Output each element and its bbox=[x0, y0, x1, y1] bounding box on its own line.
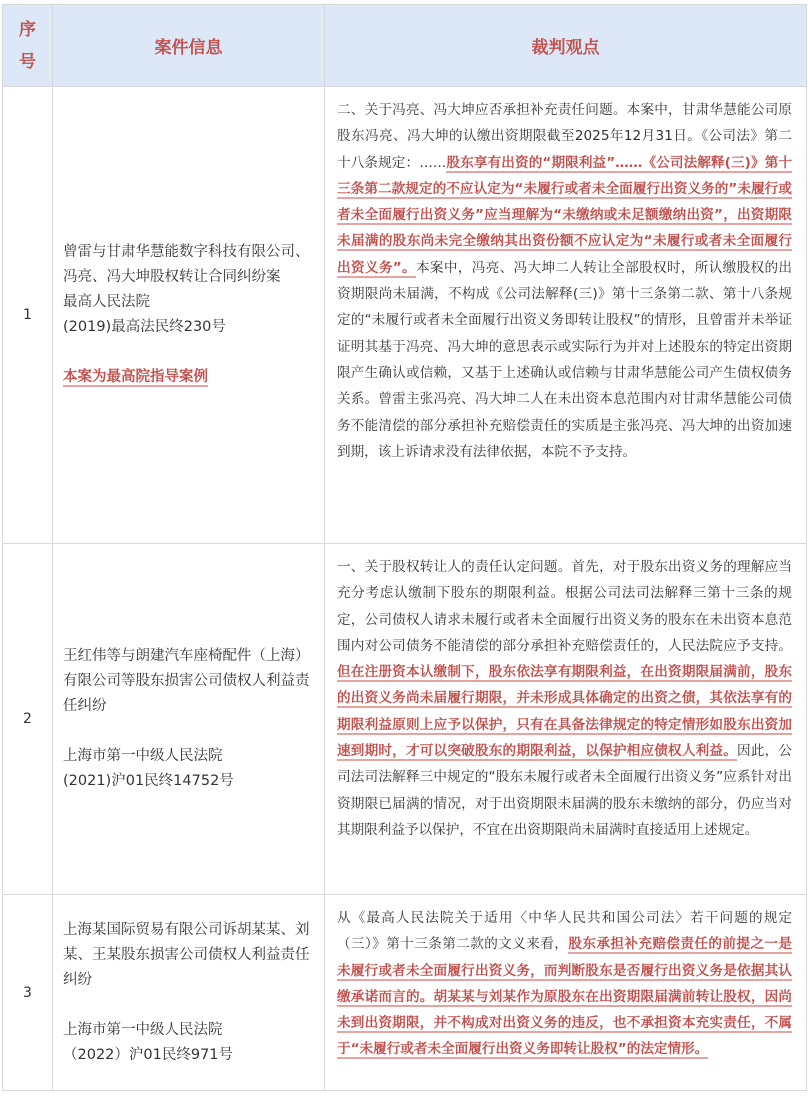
table-header-row bbox=[3, 5, 807, 87]
case-name: 曾雷与甘肃华慧能数字科技有限公司、冯亮、冯大坤股权转让合同纠纷案 bbox=[63, 244, 310, 285]
case-number: (2021)沪01民终14752号 bbox=[63, 773, 234, 789]
case-number: （2022）沪01民终971号 bbox=[63, 1046, 234, 1063]
header-judgment-view: 裁判观点 bbox=[325, 5, 807, 87]
case-number: (2019)最高法民终230号 bbox=[63, 319, 226, 335]
court-name: 最高人民法院 bbox=[63, 294, 150, 310]
case-name: 王红伟等与朗建汽车座椅配件（上海）有限公司等股东损害公司债权人利益责任纠纷 bbox=[63, 648, 310, 714]
judgment-view bbox=[325, 895, 807, 1091]
row-number: 1 bbox=[3, 87, 53, 544]
header-number-line2: 号 bbox=[19, 51, 36, 72]
table-row bbox=[3, 544, 807, 895]
guiding-case-note: 本案为最高院指导案例 bbox=[63, 369, 208, 385]
view-highlight: 股东享有出资的“期限利益”……《公司法解释(三)》第十三条第二款规定的不应认定为“未履行或者未全面履行出资义务的”未履行或者未全面履行出资义务”应当理解为“未缴纳或未足额缴纳出资”，出资期限未届满的股东尚未完全缴纳其出资份额不应认定为“未履行或者未全面履行出资义务”。 bbox=[337, 154, 792, 276]
view-text: 一、关于股权转让人的责任认定问题。首先，对于股东出资义务的理解应当充分考虑认缴制下股东的期限利益。根据公司法司法解释三第十三条的规定，公司债权人请求未履行或者未全面履行出资义务的股东在未出资本息范围内对公司债务不能清偿的部分承担补充赔偿责任的，人民法院应予支持。 bbox=[337, 559, 792, 654]
view-text: 从《最高人民法院关于适用〈中华人民共和国公司法〉若干问题的规定（三）》第十三条第二款的文义来看， bbox=[337, 910, 792, 953]
view-text: 二、关于冯亮、冯大坤应否承担补充责任问题。本案中，甘肃华慧能公司原股东冯亮、冯大坤的认缴出资期限截至2025年12月31日。《公司法》第二十八条规定：…… bbox=[337, 102, 792, 171]
case-info bbox=[53, 87, 325, 544]
row-number: 3 bbox=[3, 895, 53, 1091]
view-text: 本案中，冯亮、冯大坤二人转让全部股权时，所认缴股权的出资期限尚未届满，不构成《公司法解释(三)》第十三条第二款、第十八条规定的“未履行或者未全面履行出资义务即转让股权”的情形，且曾雷并未举证证明其基于冯亮、冯大坤的意思表示或实际行为并对上述股东的特定出资期限产生确认或信赖，又基于上述确认或信赖与甘肃华慧能公司产生债权债务关系。曾雷主张冯亮、冯大坤二人在未出资本息范围内对甘肃华慧能公司债务不能清偿的部分承担补充赔偿责任的实质是主张冯亮、冯大坤的出资加速到期，该上诉请求没有法律依据，本院不予支持。 bbox=[337, 259, 793, 460]
table-row bbox=[3, 87, 807, 544]
header-number bbox=[3, 5, 53, 87]
case-table bbox=[2, 4, 807, 1091]
view-highlight: 股东承担补充赔偿责任的前提之一是未履行或者未全面履行出资义务，而判断股东是否履行出资义务是依据其认缴承诺而言的。胡某某与刘某作为原股东在出资期限届满前转让股权，因尚未到出资期限，并不构成对出资义务的违反，也不承担资本充实责任，不属于“未履行或者未全面履行出资义务即转让股权”的法定情形。 bbox=[337, 936, 793, 1058]
header-case-info: 案件信息 bbox=[53, 5, 325, 87]
case-info bbox=[53, 895, 325, 1091]
judgment-view bbox=[325, 544, 807, 895]
case-name: 上海某国际贸易有限公司诉胡某某、刘某、王某股东损害公司债权人利益责任纠纷 bbox=[63, 921, 310, 988]
case-info bbox=[53, 544, 325, 895]
judgment-view bbox=[325, 87, 807, 544]
header-number-line1: 序 bbox=[19, 19, 36, 40]
view-text: 因此，公司法司法解释三中规定的“股东未履行或者未全面履行出资义务”应系针对出资期限已届满的情况，对于出资期限未届满的股东未缴纳的部分，仍应当对其期限利益予以保护，不宜在出资期限尚未届满时直接适用上述规定。 bbox=[337, 743, 793, 838]
table-row bbox=[3, 895, 807, 1091]
row-number: 2 bbox=[3, 544, 53, 895]
court-name: 上海市第一中级人民法院 bbox=[63, 1021, 223, 1038]
view-highlight: 但在注册资本认缴制下，股东依法享有期限利益，在出资期限届满前，股东的出资义务尚未届履行期限，并未形成具体确定的出资之债，其依法享有的期限利益原则上应予以保护，只有在具备法律规定的特定情形如股东出资加速到期时，才可以突破股东的期限利益，以保护相应债权人利益。 bbox=[337, 664, 792, 760]
court-name: 上海市第一中级人民法院 bbox=[63, 748, 223, 764]
